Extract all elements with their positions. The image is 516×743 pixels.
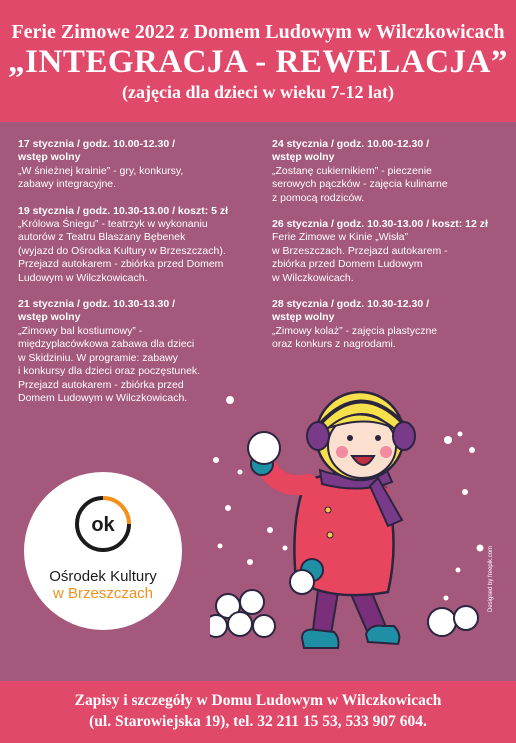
footer-line-2: (ul. Starowiejska 19), tel. 32 211 15 53, 533 907 604. — [89, 713, 427, 730]
earmuff-left — [307, 422, 329, 450]
events-right-column — [272, 138, 512, 365]
ok-logo-icon — [73, 494, 133, 554]
logo-badge — [24, 472, 182, 630]
logo-mark-text: ok — [91, 514, 115, 536]
event-description: „Zimowy kolaż” - zajęcia plastyczne oraz konkurs z nagrodami. — [272, 324, 438, 351]
event-date: 17 stycznia / godz. 10.00-12.30 / wstęp wolny — [18, 138, 175, 164]
event-item — [272, 218, 512, 285]
designer-credit: Designed by freepik.com — [488, 545, 494, 612]
event-item — [18, 205, 268, 285]
event-date: 28 stycznia / godz. 10.30-12.30 / wstęp wolny — [272, 298, 429, 324]
event-description: „Zostanę cukiernikiem” - pieczenie serowych pączków - zajęcia kulinarne z pomocą rodziców. — [272, 164, 448, 204]
header-line-1: Ferie Zimowe 2022 z Domem Ludowym w Wilczkowicach — [11, 21, 505, 43]
event-description: „Zimowy bal kostiumowy” - międzyplacówkowa zabawa dla dzieci w Skidziniu. W programie: zabawy i konkursy dla dzieci oraz poczęstunek. Przejazd autokarem - zbiórka przed Domem Ludowym w Wilczkowicach. — [18, 324, 201, 404]
event-date: 19 stycznia / godz. 10.30-13.00 / koszt: 5 zł — [18, 204, 229, 217]
legs — [302, 588, 399, 648]
logo-name: Ośrodek Kultury — [49, 568, 157, 585]
event-description: Ferie Zimowe w Kinie „Wisła” w Brzeszczach. Przejazd autokarem - zbiórka przed Domem Ludowym w Wilczkowicach. — [272, 231, 448, 284]
header-title: „INTEGRACJA - REWELACJA” — [8, 44, 508, 80]
snowball-raised — [248, 432, 280, 464]
event-item — [18, 138, 268, 192]
event-description: „Królowa Śniegu” - teatrzyk w wykonaniu autorów z Teatru Blaszany Bębenek (wyjazd do Ośrodka Kultury w Brzeszczach). Przejazd autokarem - zbiórka przed Domem Ludowym w Wilczkowicach. — [18, 218, 226, 284]
footer-line-1: Zapisy i szczegóły w Domu Ludowym w Wilczkowicach — [74, 692, 442, 709]
snowball-pile — [210, 590, 478, 637]
event-date: 21 stycznia / godz. 10.30-13.30 / wstęp wolny — [18, 298, 175, 324]
event-description: „W śnieżnej krainie” - gry, konkursy, zabawy integracyjne. — [18, 164, 184, 191]
event-date: 26 stycznia / godz. 10.30-13.00 / koszt: 12 zł — [272, 218, 488, 231]
event-item — [272, 298, 512, 352]
header-subtitle: (zajęcia dla dzieci w wieku 7-12 lat) — [122, 82, 394, 102]
event-item — [272, 138, 512, 205]
earmuff-right — [393, 422, 415, 450]
event-date: 24 stycznia / godz. 10.00-12.30 / wstęp wolny — [272, 138, 429, 164]
child-snowball-illustration — [210, 370, 510, 680]
footer-band — [0, 681, 516, 743]
header-band — [0, 0, 516, 122]
logo-city: w Brzeszczach — [52, 585, 154, 602]
